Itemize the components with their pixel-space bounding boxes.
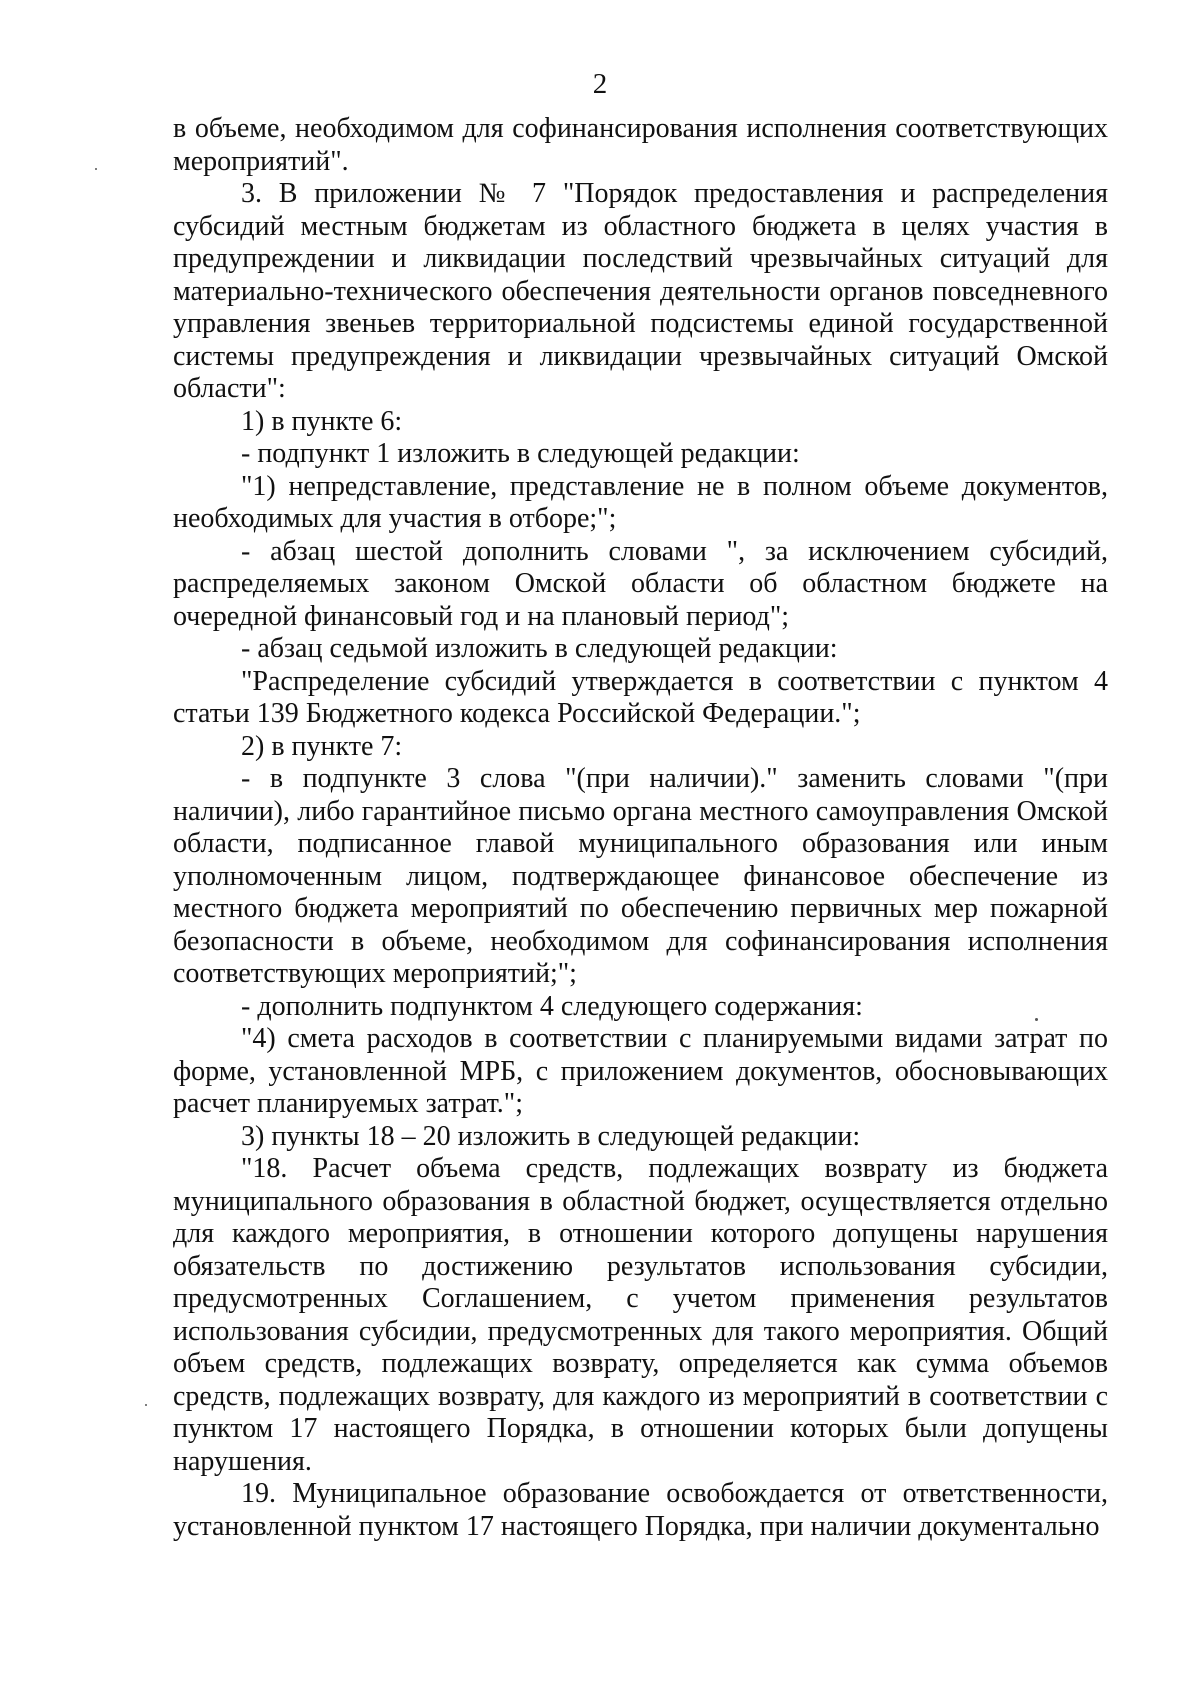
paragraph-6: - абзац шестой дополнить словами ", за исключением субсидий, распределяемых законом Омской области об областном бюджете на очередной финансовый год и на плановый период"; xyxy=(173,535,1108,632)
paragraph-15: 19. Муниципальное образование освобождается от ответственности, установленной пунктом 17 настоящего Порядка, при наличии документально xyxy=(173,1478,1108,1542)
paragraph-8: "Распределение субсидий утверждается в соответствии с пунктом 4 статьи 139 Бюджетного кодекса Российской Федерации."; xyxy=(173,665,1108,729)
paragraph-10: - в подпункте 3 слова "(при наличии)." заменить словами "(при наличии), либо гарантийное письмо органа местного самоуправления Омской области, подписанное главой муниципального образования или иным уполномоченным лицом, подтверждающее финансовое обеспечение из местного бюджета мероприятий по обеспечению первичных мер пожарной безопасности в объеме, необходимом для софинансирования исполнения соответствующих мероприятий;"; xyxy=(173,763,1108,989)
paragraph-4: - подпункт 1 изложить в следующей редакции: xyxy=(241,438,800,469)
paragraph-12: "4) смета расходов в соответствии с планируемыми видами затрат по форме, установленной МРБ, с приложением документов, обосновывающих расчет планируемых затрат."; xyxy=(173,1023,1108,1119)
paragraph-5: "1) непредставление, представление не в полном объеме документов, необходимых для участия в отборе;"; xyxy=(173,470,1108,534)
document-body xyxy=(173,113,1108,1543)
paragraph-1: в объеме, необходимом для софинансирования исполнения соответствующих мероприятий". xyxy=(173,113,1108,177)
paragraph-3: 1) в пункте 6: xyxy=(241,405,403,437)
paragraph-9: 2) в пункте 7: xyxy=(241,730,403,762)
paragraph-7: - абзац седьмой изложить в следующей редакции: xyxy=(241,633,838,664)
paragraph-14: "18. Расчет объема средств, подлежащих возврату из бюджета муниципального образования в областной бюджет, осуществляется отдельно для каждого мероприятия, в отношении которого допущены нарушения обязательств по достижению результатов использования субсидии, предусмотренных Соглашением, с учетом применения результатов использования субсидии, предусмотренных для такого мероприятия. Общий объем средств, подлежащих возврату, определяется как сумма объемов средств, подлежащих возврату, для каждого из мероприятий в соответствии с пунктом 17 настоящего Порядка, в отношении которых были допущены нарушения. xyxy=(173,1153,1108,1477)
paragraph-13: 3) пункты 18 – 20 изложить в следующей редакции: xyxy=(241,1120,861,1152)
scan-speck xyxy=(1035,1018,1038,1021)
page-number: 2 xyxy=(592,68,608,100)
paragraph-2: 3. В приложении № 7 "Порядок предоставления и распределения субсидий местным бюджетам из областного бюджета в целях участия в предупреждении и ликвидации последствий чрезвычайных ситуаций для материально-технического обеспечения деятельности органов повседневного управления звеньев территориальной подсистемы единой государственной системы предупреждения и ликвидации чрезвычайных ситуаций Омской области": xyxy=(173,178,1108,404)
paragraph-11: - дополнить подпунктом 4 следующего содержания: xyxy=(241,990,863,1022)
scan-speck xyxy=(95,168,97,170)
scan-speck xyxy=(145,1404,147,1406)
